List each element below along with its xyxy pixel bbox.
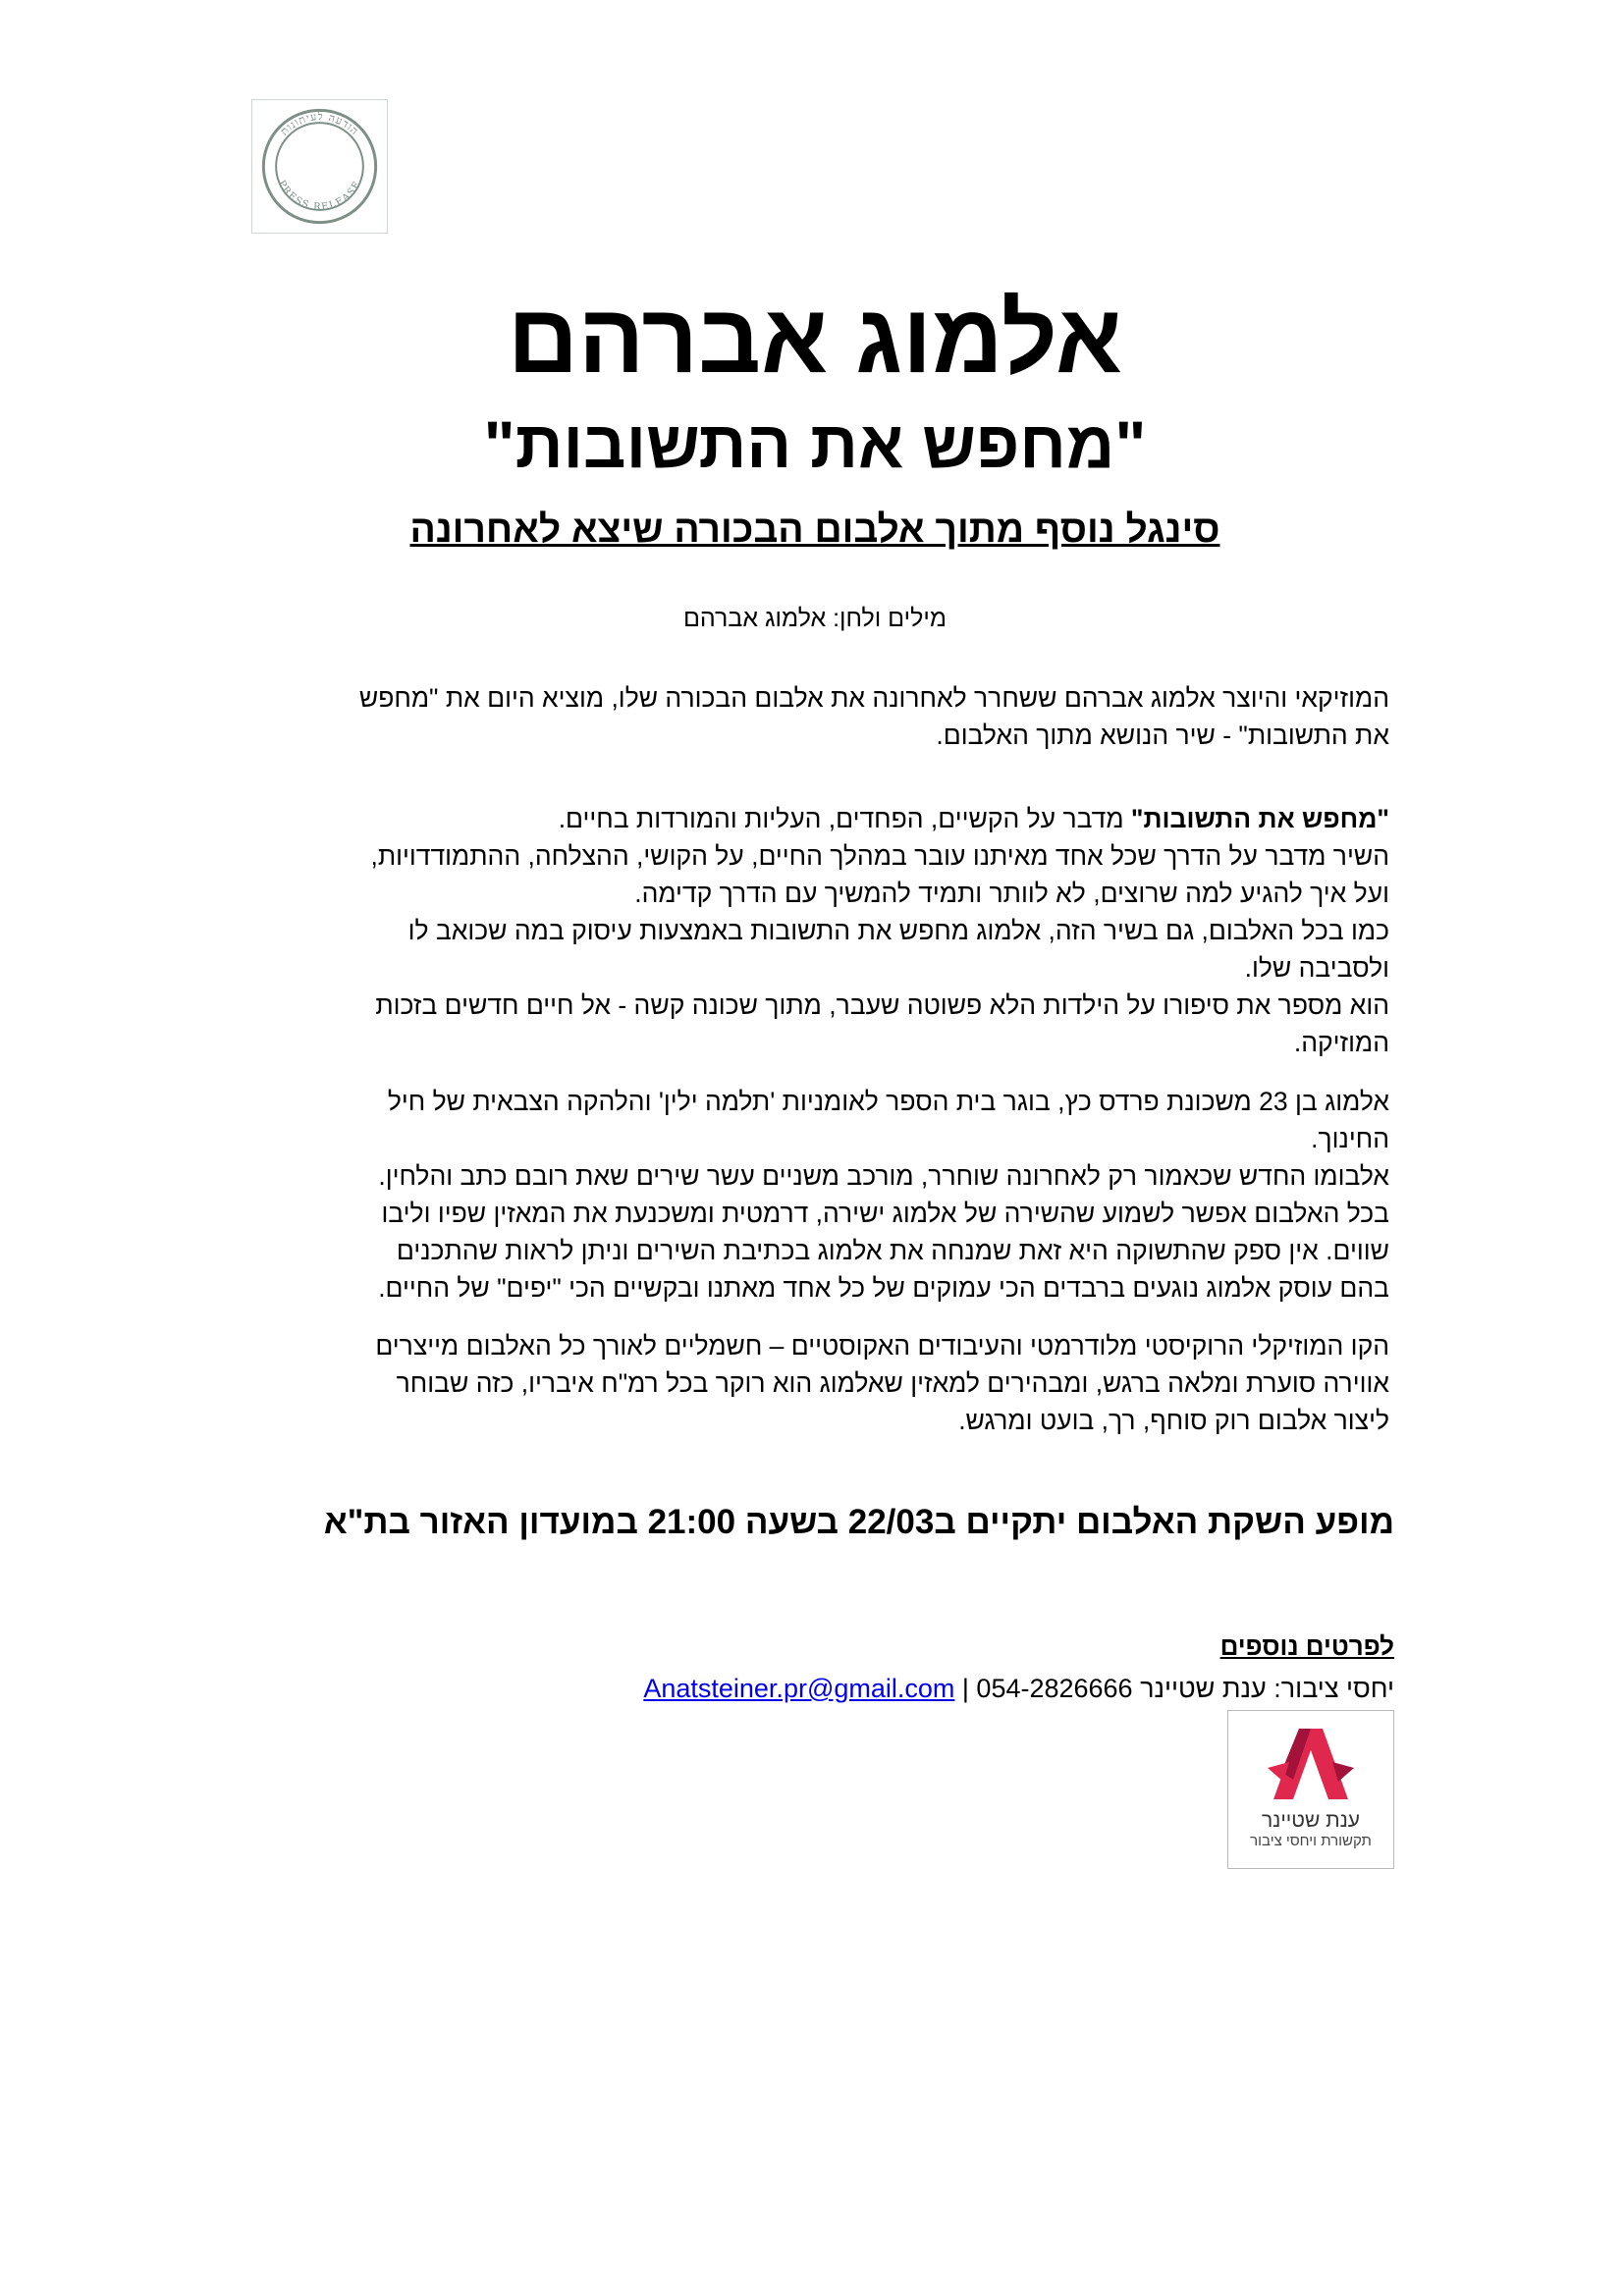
song-name-bold: "מחפש את התשובות" <box>1130 804 1389 833</box>
text-line: אלבומו החדש שכאמור רק לאחרונה שוחרר, מורכב משניים עשר שירים שאת רובם כתב והלחין. <box>378 1161 1389 1191</box>
contact-heading: לפרטים נוספים <box>1219 1631 1394 1661</box>
svg-text:PRESS RELEASE: PRESS RELEASE <box>275 179 364 213</box>
text-line: אלמוג בן 23 משכונת פרדס כץ, בוגר בית הספר לאומניות 'תלמה ילין' והלהקה הצבאית של חיל <box>387 1087 1389 1116</box>
text-line: המוזיקה. <box>1293 1028 1389 1057</box>
text-line: את התשובות" - שיר הנושא מתוך האלבום. <box>936 721 1389 750</box>
song-description: מדבר על הקשיים, הפחדים, העליות והמורדות בחיים. <box>558 804 1131 833</box>
contact-pr-text: יחסי ציבור: ענת שטיינר 054-2826666 | <box>954 1674 1394 1703</box>
agency-name: ענת שטיינר <box>1261 1809 1361 1832</box>
text-line: החינוך. <box>1311 1124 1389 1153</box>
tagline: סינגל נוסף מתוך אלבום הבכורה שיצא לאחרונה <box>409 508 1220 551</box>
paragraph-intro <box>270 679 1389 754</box>
text-line: בהם עוסק אלמוג נוגעים ברבדים הכי עמוקים של כל אחד מאתנו ובקשיים הכי "יפים" של החיים. <box>378 1273 1389 1303</box>
agency-subtitle: תקשורת ויחסי ציבור <box>1250 1833 1372 1849</box>
paragraph-style <box>270 1327 1389 1439</box>
text-line: בכל האלבום אפשר לשמוע שהשירה של אלמוג ישירה, דרמטית ומשכנעת את המאזין שפיו וליבו <box>381 1199 1389 1228</box>
contact-line <box>393 1669 1394 1708</box>
launch-announcement: מופע השקת האלבום יתקיים ב22/03 בשעה 21:00 במועדון האזור בת"א <box>323 1503 1394 1541</box>
song-title: "מחפש את התשובות" <box>483 407 1147 482</box>
credits: מילים ולחן: אלמוג אברהם <box>682 605 947 632</box>
svg-text:הודעה לעיתונות: הודעה לעיתונות <box>277 110 362 138</box>
paragraph-song <box>270 800 1389 1061</box>
text-line: המוזיקאי והיוצר אלמוג אברהם ששחרר לאחרונה את אלבום הבכורה שלו, מוציא היום את "מחפש <box>358 683 1389 713</box>
text-line: הוא מספר את סיפורו על הילדות הלא פשוטה שעבר, מתוך שכונה קשה - אל חיים חדשים בזכות <box>375 990 1389 1020</box>
contact-email-link[interactable]: Anatsteiner.pr@gmail.com <box>643 1674 955 1703</box>
text-line: ועל איך להגיע למה שרוצים, לא לוותר ותמיד להמשיך עם הדרך קדימה. <box>634 879 1389 908</box>
text-line: כמו בכל האלבום, גם בשיר הזה, אלמוג מחפש את התשובות באמצעות עיסוק במה שכואב לו <box>407 916 1389 945</box>
text-line: הקו המוזיקלי הרוקיסטי מלודרמטי והעיבודים האקוסטיים – חשמליים לאורך כל האלבום מייצרים <box>375 1331 1389 1361</box>
text-line: אווירה סוערת ומלאה ברגש, ומבהירים למאזין שאלמוג הוא רוקר בכל רמ"ח איבריו, כזה שבוחר <box>396 1368 1389 1398</box>
text-line: ולסביבה שלו. <box>1244 953 1389 983</box>
press-release-stamp <box>251 99 388 234</box>
text-line: ליצור אלבום רוק סוחף, רך, בועט ומרגש. <box>958 1406 1389 1435</box>
agency-logo <box>1227 1710 1394 1869</box>
paragraph-bio <box>270 1083 1389 1307</box>
page-title: אלמוג אברהם <box>507 284 1123 394</box>
press-release-seal-icon <box>252 100 387 233</box>
text-line: שווים. אין ספק שהתשוקה היא זאת שמנחה את אלמוג בכתיבת השירים וניתן לראות שהתכנים <box>396 1236 1389 1265</box>
text-line <box>270 800 1389 837</box>
text-line: השיר מדבר על הדרך שכל אחד מאיתנו עובר במהלך החיים, על הקושי, ההצלחה, ההתמודדויות, <box>370 841 1389 871</box>
letter-a-logo-icon <box>1264 1725 1358 1805</box>
